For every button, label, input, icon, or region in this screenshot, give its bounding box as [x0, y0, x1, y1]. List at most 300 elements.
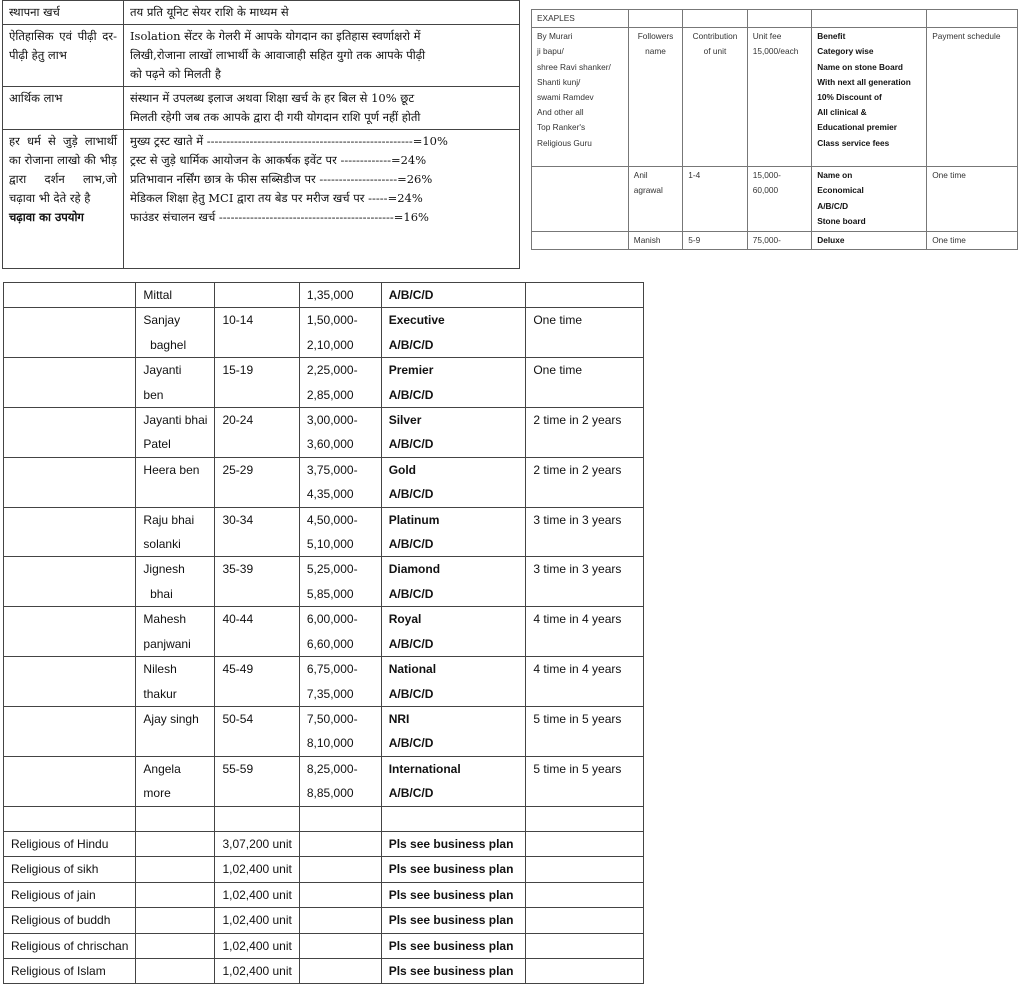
religious-row: [4, 882, 644, 907]
category-cell: [381, 457, 526, 507]
main-row: [4, 657, 644, 707]
follower-name-cell: [136, 657, 215, 707]
hindi-value-cell: [124, 1, 520, 25]
category-cell: [381, 657, 526, 707]
empty-cell: [136, 857, 215, 882]
text-line: Anil: [633, 170, 648, 181]
main-row: [4, 557, 644, 607]
units-text: 50-54: [222, 711, 254, 726]
text-line: Unit fee: [752, 31, 782, 42]
hindi-row: [3, 1, 520, 25]
units-cell: [215, 657, 299, 707]
religious-row: [4, 933, 644, 958]
schedule-text: 5 time in 5 years: [533, 761, 622, 776]
text-line: 75,000-: [752, 235, 781, 246]
fee-cell: [747, 167, 812, 232]
follower-name: Mahesh: [143, 612, 187, 627]
empty-cell: [299, 908, 381, 933]
units-cell: [683, 167, 748, 232]
fee-cell: [747, 232, 812, 250]
examples-row: [532, 167, 1018, 232]
category-text: Platinum: [388, 512, 440, 527]
religion-label-cell: [4, 857, 136, 882]
text-line: Name on: [817, 170, 853, 181]
text-line: 4,50,000-: [306, 512, 358, 527]
text-line: ji bapu/: [537, 46, 564, 57]
note-cell: [381, 958, 526, 983]
follower-name-cell: [136, 756, 215, 806]
empty-cell: [526, 958, 644, 983]
follower-name-cell: [136, 308, 215, 358]
empty-cell: [136, 958, 215, 983]
units-text: 35-39: [222, 562, 254, 577]
empty-cell: [4, 557, 136, 607]
follower-name: [143, 731, 207, 755]
units-cell: [215, 933, 299, 958]
text-line: 8,85,000: [306, 786, 354, 801]
fee-cell: [299, 657, 381, 707]
text-line: 5,10,000: [306, 537, 354, 552]
fee-cell: [299, 756, 381, 806]
units-text: 20-24: [222, 413, 254, 428]
units-text: 1-4: [688, 170, 701, 181]
schedule-text: One time: [533, 313, 583, 328]
follower-name: Jayanti bhai: [143, 413, 208, 428]
text-line: लिखी,रोजाना लाखों लाभार्थी के आवाजाही सहित युगो तक आपके पीढ़ी: [130, 48, 426, 62]
text-line: Educational premier: [817, 122, 898, 133]
main-cell: [4, 283, 136, 308]
units-text: 15-19: [222, 363, 254, 378]
units-text: 55-59: [222, 761, 254, 776]
empty-cell: [4, 806, 136, 831]
spacer-row: [4, 806, 644, 831]
category-cell: [381, 507, 526, 557]
religion-label: Religious of Islam: [11, 963, 106, 978]
category-cell: [381, 756, 526, 806]
contribution-table: [3, 282, 644, 984]
text-line: 15,000-: [752, 170, 781, 181]
text-line: 2,85,000: [306, 387, 354, 402]
empty-cell: [812, 10, 927, 28]
text-line: 7,50,000-: [306, 711, 358, 726]
follower-name-cell: [136, 607, 215, 657]
category-cell: [381, 358, 526, 408]
text-line: प्रतिभावान नर्सिंग छात्र के फीस सब्सिडीज पर --------------------=26%: [130, 172, 433, 186]
religious-row: [4, 958, 644, 983]
examples-title: EXAPLES: [537, 13, 575, 23]
schedule-text: 3 time in 3 years: [533, 512, 622, 527]
text-line: तय प्रति यूनिट सेयर राशि के माध्यम से: [130, 5, 289, 19]
follower-name: Jayanti: [143, 363, 182, 378]
schedule-text: 4 time in 4 years: [533, 612, 622, 627]
units-cell: [215, 831, 299, 856]
schedule-cell: [927, 232, 1018, 250]
main-row: [4, 408, 644, 458]
empty-cell: [4, 358, 136, 408]
text-line: Contribution: [692, 31, 738, 42]
category-text: Gold: [388, 462, 417, 477]
religious-row: [4, 831, 644, 856]
text-line: 15,000/each: [752, 46, 799, 57]
text-line: A/B/C/D: [817, 200, 849, 211]
follower-name: more: [143, 786, 171, 801]
units-text: 3,07,200 unit: [222, 836, 292, 851]
text-line: 60,000: [752, 185, 779, 196]
text-line: Shanti kunj/: [537, 76, 581, 87]
empty-cell: [136, 806, 215, 831]
text-line: Followers: [637, 31, 674, 42]
benefit-cell: [812, 167, 927, 232]
hindi-row: [3, 25, 520, 87]
religion-label-cell: [4, 958, 136, 983]
empty-cell: [136, 933, 215, 958]
empty-cell: [299, 933, 381, 958]
follower-name: Heera ben: [143, 462, 200, 477]
note-cell: [381, 831, 526, 856]
follower-name-cell: [628, 232, 682, 250]
text-line: Deluxe: [817, 235, 845, 246]
hindi-key-text: हर धर्म से जुड़े लाभार्थी का रोजाना लाखो की भीड़ द्वारा दर्शन लाभ,जो चढ़ावा भी देते रहे है: [9, 134, 117, 205]
follower-name-cell: [136, 457, 215, 507]
main-row: [4, 607, 644, 657]
text-line: 5,25,000-: [306, 562, 358, 577]
examples-header-cell: [532, 28, 629, 167]
text-line: name: [645, 46, 666, 57]
schedule-text: 2 time in 2 years: [533, 413, 622, 428]
business-plan-note: Pls see business plan: [388, 862, 514, 877]
units-cell: [215, 908, 299, 933]
text-line: फाउंडर संचालन खर्च ---------------------------------------------=16%: [130, 210, 429, 224]
hindi-key-text: आर्थिक लाभ: [9, 91, 63, 105]
units-cell: [215, 457, 299, 507]
text-line: मिलती रहेगी जब तक आपके द्वारा दी गयी योगदान राशि पूर्ण नहीं होती: [130, 110, 421, 124]
grade-text: A/B/C/D: [388, 686, 434, 701]
main-cell: [526, 283, 644, 308]
examples-header-cell: [683, 28, 748, 167]
text-line: Payment schedule: [932, 31, 1001, 42]
follower-name: Patel: [143, 437, 171, 452]
text-line: 10% Discount of: [817, 92, 882, 103]
empty-cell: [299, 958, 381, 983]
business-plan-note: Pls see business plan: [388, 913, 514, 928]
note-cell: [381, 908, 526, 933]
text-line: को पढ़ने को मिलती है: [130, 67, 221, 81]
schedule-text: 4 time in 4 years: [533, 662, 622, 677]
text-line: संस्थान में उपलब्ध इलाज अथवा शिक्षा खर्च के हर बिल से 10% छूट: [130, 91, 415, 105]
units-cell: [215, 706, 299, 756]
empty-cell: [299, 831, 381, 856]
units-cell: [215, 857, 299, 882]
religious-row: [4, 857, 644, 882]
empty-cell: [136, 831, 215, 856]
units-cell: [215, 557, 299, 607]
text-line: With next all generation: [817, 76, 911, 87]
text-line: swami Ramdev: [537, 92, 594, 103]
hindi-key-text: ऐतिहासिक एवं पीढ़ी दर-पीढ़ी हेतु लाभ: [9, 29, 117, 62]
grade-text: A/B/C/D: [388, 487, 434, 502]
category-text: NRI: [388, 711, 410, 726]
category-text: Royal: [388, 612, 422, 627]
text-line: And other all: [537, 107, 584, 118]
follower-name-cell: [136, 358, 215, 408]
religion-label: Religious of chrischan: [11, 938, 129, 953]
examples-title-cell: [532, 10, 629, 28]
main-row: [4, 308, 644, 358]
category-text: Diamond: [388, 562, 441, 577]
empty-cell: [4, 507, 136, 557]
empty-cell: [4, 706, 136, 756]
units-cell: [683, 232, 748, 250]
main-row: [4, 507, 644, 557]
hindi-info-table: [2, 0, 520, 269]
examples-table: [531, 9, 1018, 250]
empty-cell: [747, 10, 812, 28]
hindi-value-cell: [124, 130, 520, 269]
schedule-cell: [526, 308, 644, 358]
note-cell: [381, 933, 526, 958]
units-text: 1,02,400 unit: [222, 938, 292, 953]
text-line: Manish: [633, 235, 661, 246]
business-plan-note: Pls see business plan: [388, 938, 514, 953]
fee-cell: [299, 557, 381, 607]
examples-row: [532, 232, 1018, 250]
empty-cell: [628, 10, 682, 28]
hindi-row: [3, 87, 520, 130]
schedule-cell: [927, 167, 1018, 232]
text-line: मुख्य ट्रस्ट खाते में -----------------------------------------------------=10%: [130, 134, 448, 148]
examples-header-cell: [747, 28, 812, 167]
religion-label-cell: [4, 882, 136, 907]
fee-cell: [299, 358, 381, 408]
follower-name-cell: [136, 507, 215, 557]
empty-cell: [526, 857, 644, 882]
empty-cell: [927, 10, 1018, 28]
text-line: मेडिकल शिक्षा हेतु MCI द्वारा तय बेड पर मरीज खर्च पर -----=24%: [130, 191, 423, 205]
units-text: 1,02,400 unit: [222, 913, 292, 928]
units-text: 5-9: [688, 235, 701, 246]
hindi-key-cell: [3, 130, 124, 269]
units-cell: [215, 607, 299, 657]
hindi-key-text: स्थापना खर्च: [9, 5, 60, 19]
hindi-row: [3, 130, 520, 269]
fee-cell: [299, 308, 381, 358]
empty-cell: [215, 806, 299, 831]
empty-cell: [136, 882, 215, 907]
text-line: shree Ravi shanker/: [537, 61, 611, 72]
business-plan-note: Pls see business plan: [388, 887, 514, 902]
text-line: 8,10,000: [306, 736, 354, 751]
grade-text: A/B/C/D: [388, 337, 434, 352]
note-cell: [381, 857, 526, 882]
note-cell: [381, 882, 526, 907]
follower-name: Nilesh: [143, 662, 177, 677]
follower-name-cell: [628, 167, 682, 232]
schedule-text: 3 time in 3 years: [533, 562, 622, 577]
text-line: 6,00,000-: [306, 612, 358, 627]
follower-name: Angela: [143, 761, 181, 776]
text-line: All clinical &: [817, 107, 867, 118]
text-line: of unit: [703, 46, 727, 57]
follower-name: Jignesh: [143, 562, 185, 577]
empty-cell: [526, 933, 644, 958]
units-text: 30-34: [222, 512, 254, 527]
follower-name: solanki: [143, 537, 181, 552]
empty-cell: [299, 857, 381, 882]
empty-cell: [4, 607, 136, 657]
schedule-cell: [526, 457, 644, 507]
text-line: Isolation सेंटर के गेलरी में आपके योगदान का इतिहास स्वर्णाक्षरो में: [130, 29, 421, 43]
text-line: Name on stone Board: [817, 61, 903, 72]
examples-header-cell: [628, 28, 682, 167]
text-line: agrawal: [633, 185, 663, 196]
category-text: International: [388, 761, 461, 776]
text-line: Benefit: [817, 31, 846, 42]
main-cell: [215, 283, 299, 308]
text-line: 2,25,000-: [306, 363, 358, 378]
religion-label-cell: [4, 831, 136, 856]
grade-text: A/B/C/D: [388, 586, 434, 601]
category-text: Executive: [388, 313, 445, 328]
religious-row: [4, 908, 644, 933]
benefit-cell: [812, 232, 927, 250]
grade-text: A/B/C/D: [388, 387, 434, 402]
category-cell: [381, 607, 526, 657]
grade-text: A/B/C/D: [388, 288, 434, 302]
text-line: ट्रस्ट से जुड़े धार्मिक आयोजन के आकर्षक इवेंट पर -------------=24%: [130, 153, 427, 167]
main-cell: [299, 283, 381, 308]
empty-cell: [381, 806, 526, 831]
main-cell: [136, 283, 215, 308]
grade-text: A/B/C/D: [388, 786, 434, 801]
schedule-text: One time: [932, 170, 966, 181]
hindi-value-cell: [124, 87, 520, 130]
category-cell: [381, 557, 526, 607]
text-line: 3,60,000: [306, 437, 354, 452]
business-plan-note: Pls see business plan: [388, 836, 514, 851]
hindi-value-cell: [124, 25, 520, 87]
category-text: Premier: [388, 363, 434, 378]
follower-name: Sanjay: [143, 313, 181, 328]
hindi-key-cell: [3, 87, 124, 130]
examples-header-cell: [927, 28, 1018, 167]
text-line: 1,50,000-: [306, 313, 358, 328]
text-line: 2,10,000: [306, 337, 354, 352]
schedule-text: 2 time in 2 years: [533, 462, 622, 477]
follower-name: Raju bhai: [143, 512, 195, 527]
main-cell: [381, 283, 526, 308]
main-row: [4, 756, 644, 806]
empty-cell: [4, 408, 136, 458]
text-line: Category wise: [817, 46, 874, 57]
grade-text: A/B/C/D: [388, 736, 434, 751]
follower-name: [143, 482, 207, 506]
empty-cell: [136, 908, 215, 933]
units-cell: [215, 507, 299, 557]
grade-text: A/B/C/D: [388, 636, 434, 651]
empty-cell: [683, 10, 748, 28]
schedule-cell: [526, 358, 644, 408]
schedule-cell: [526, 607, 644, 657]
category-text: National: [388, 662, 437, 677]
follower-name: bhai: [143, 586, 173, 601]
follower-name: Mittal: [143, 288, 173, 302]
fee-cell: [299, 507, 381, 557]
text-line: Economical: [817, 185, 864, 196]
follower-name: thakur: [143, 686, 177, 701]
follower-name-cell: [136, 557, 215, 607]
units-cell: [215, 958, 299, 983]
empty-cell: [4, 657, 136, 707]
examples-header-row: [532, 28, 1018, 167]
units-text: 25-29: [222, 462, 254, 477]
text-line: Religious Guru: [537, 137, 592, 148]
schedule-cell: [526, 756, 644, 806]
empty-cell: [299, 882, 381, 907]
empty-cell: [299, 806, 381, 831]
text-line: 5,85,000: [306, 586, 354, 601]
follower-name-cell: [136, 408, 215, 458]
units-cell: [215, 308, 299, 358]
religion-label: Religious of sikh: [11, 862, 99, 877]
schedule-cell: [526, 557, 644, 607]
text-line: By Murari: [537, 31, 573, 42]
schedule-cell: [526, 706, 644, 756]
empty-cell: [4, 457, 136, 507]
empty-cell: [4, 308, 136, 358]
hindi-key-bold: चढ़ावा का उपयोग: [9, 210, 84, 224]
fee-cell: [299, 706, 381, 756]
schedule-text: One time: [932, 235, 966, 246]
main-row: [4, 706, 644, 756]
units-text: 40-44: [222, 612, 254, 627]
units-text: 1,02,400 unit: [222, 963, 292, 978]
empty-cell: [526, 882, 644, 907]
examples-header-cell: [812, 28, 927, 167]
units-text: 1,02,400 unit: [222, 862, 292, 877]
follower-name: baghel: [143, 337, 187, 352]
text-line: Stone board: [817, 215, 866, 226]
units-text: 1,02,400 unit: [222, 887, 292, 902]
religion-label: Religious of buddh: [11, 913, 111, 928]
empty-cell: [532, 232, 629, 250]
schedule-cell: [526, 408, 644, 458]
empty-cell: [526, 831, 644, 856]
text-line: 3,75,000-: [306, 462, 358, 477]
category-cell: [381, 308, 526, 358]
main-first-row: [4, 283, 644, 308]
follower-name: ben: [143, 387, 164, 402]
fee-cell: [299, 607, 381, 657]
religion-label-cell: [4, 933, 136, 958]
text-line: 7,35,000: [306, 686, 354, 701]
grade-text: A/B/C/D: [388, 437, 434, 452]
units-cell: [215, 358, 299, 408]
schedule-cell: [526, 657, 644, 707]
category-cell: [381, 706, 526, 756]
religion-label: Religious of Hindu: [11, 836, 109, 851]
units-cell: [215, 882, 299, 907]
follower-name-cell: [136, 706, 215, 756]
text-line: 3,00,000-: [306, 413, 358, 428]
units-cell: [215, 756, 299, 806]
main-row: [4, 457, 644, 507]
text-line: 8,25,000-: [306, 761, 358, 776]
text-line: 4,35,000: [306, 487, 354, 502]
empty-cell: [4, 756, 136, 806]
schedule-text: One time: [533, 363, 583, 378]
units-text: 10-14: [222, 313, 254, 328]
religion-label-cell: [4, 908, 136, 933]
